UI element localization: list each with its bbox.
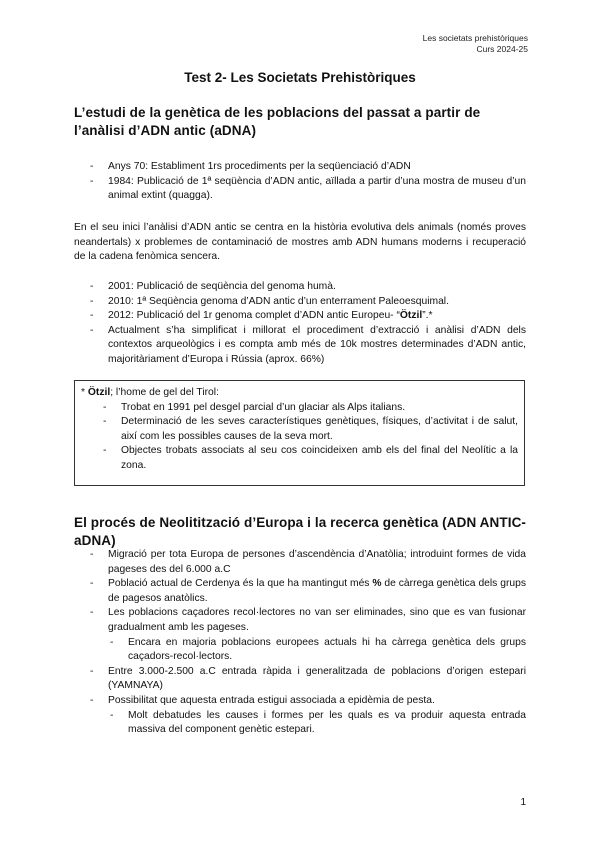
header-course-year: Curs 2024-25	[476, 44, 528, 54]
page-title: Test 2- Les Societats Prehistòriques	[184, 70, 416, 85]
list-item: - Les poblacions caçadores recol·lectores no van ser eliminades, sino que es van fusionar gradualment amb les pageses.	[84, 606, 526, 635]
page-number: 1	[520, 797, 526, 808]
sub-list-wrapper	[84, 636, 526, 665]
header-course-title: Les societats prehistòriques	[422, 33, 528, 43]
list-item: - 2010: 1ª Seqüència genoma d’ADN antic d’un enterrament Paleoesquimal.	[84, 295, 526, 310]
otzi-note-box	[74, 380, 525, 486]
list-item: - Determinació de les seves característiques genètiques, físiques, d’activitat i de salut, així com les possibles causes de la seva mort.	[81, 415, 518, 444]
sub-list-wrapper	[84, 709, 526, 738]
cerdenya-text-a: Població actual de Cerdenya és la que ha mantingut més	[108, 578, 373, 590]
otzi-text-prefix: 2012: Publicació del 1r genoma complet d’ADN antic Europeu- “	[108, 310, 400, 322]
section1-list-b	[84, 280, 526, 368]
cerdenya-text-b: de càrrega genètica dels grups de pagesos anatòlics.	[108, 578, 526, 604]
otzi-note-heading-rest: ; l’home de gel del Tirol:	[110, 387, 219, 398]
list-item: - Possibilitat que aquesta entrada estigui associada a epidèmia de pesta.	[84, 694, 526, 709]
sub-list	[84, 709, 526, 738]
section2-heading: El procés de Neolitització d’Europa i la recerca genètica (ADN ANTIC-aDNA)	[74, 515, 527, 548]
section1-list-a	[84, 160, 526, 204]
list-item	[84, 577, 526, 606]
section1-paragraph: En el seu inici l’anàlisi d’ADN antic se centra en la història evolutiva dels animals (només proves neandertals) x problemes de contaminació de mostres amb ADN humans moderns i recuperació de la cadena fenòmica sencera.	[74, 222, 526, 263]
sub-list-item: - Encara en majoria poblacions europees actuals hi ha càrrega genètica dels grups caçadors-recol·lectors.	[84, 636, 526, 665]
otzi-note-name: Ötzil	[87, 387, 111, 398]
section1-heading: L’estudi de la genètica de les poblacions del passat a partir de l’anàlisi d’ADN antic (aDNA)	[74, 105, 481, 138]
sub-list	[84, 636, 526, 665]
section2-list	[84, 548, 526, 738]
sub-list-item: - Molt debatudes les causes i formes per les quals es va produir aquesta entrada massiva del component genètic estepari.	[84, 709, 526, 738]
running-header	[423, 33, 528, 55]
otzi-note-list	[81, 401, 518, 474]
otzi-note-heading	[81, 386, 518, 401]
list-item: - 2001: Publicació de seqüència del genoma humà.	[84, 280, 526, 295]
list-item: - Anys 70: Establiment 1rs procediments per la seqüenciació d’ADN	[84, 160, 526, 175]
percent-sign: %	[372, 578, 382, 590]
list-item: - Objectes trobats associats al seu cos coincideixen amb els del final del Neolític a la zona.	[81, 444, 518, 473]
list-item: - 1984: Publicació de 1ª seqüència d’ADN antic, aïllada a partir d’una mostra de museu d’un animal extint (quagga).	[84, 175, 526, 204]
list-item-otzi	[84, 309, 526, 324]
list-item: - Entre 3.000-2.500 a.C entrada ràpida i generalitzada de poblacions d’origen estepari (YAMNAYA)	[84, 665, 526, 694]
list-item: - Actualment s’ha simplificat i millorat el procediment d’extracció i anàlisi d’ADN dels contextos arqueològics i es compta amb més de 10k mostres determinades d’ADN antic, majoritàriament d’Europa i Rússia (aprox. 66%)	[84, 324, 526, 368]
list-item: - Trobat en 1991 pel desgel parcial d’un glaciar als Alps italians.	[81, 401, 518, 416]
list-item: - Migració per tota Europa de persones d’ascendència d’Anatòlia; introduint formes de vida pageses des del 6.000 a.C	[84, 548, 526, 577]
note-star: *	[81, 387, 88, 398]
otzi-name: Ötzil	[399, 310, 423, 322]
otzi-text-suffix: ”.*	[422, 310, 433, 322]
